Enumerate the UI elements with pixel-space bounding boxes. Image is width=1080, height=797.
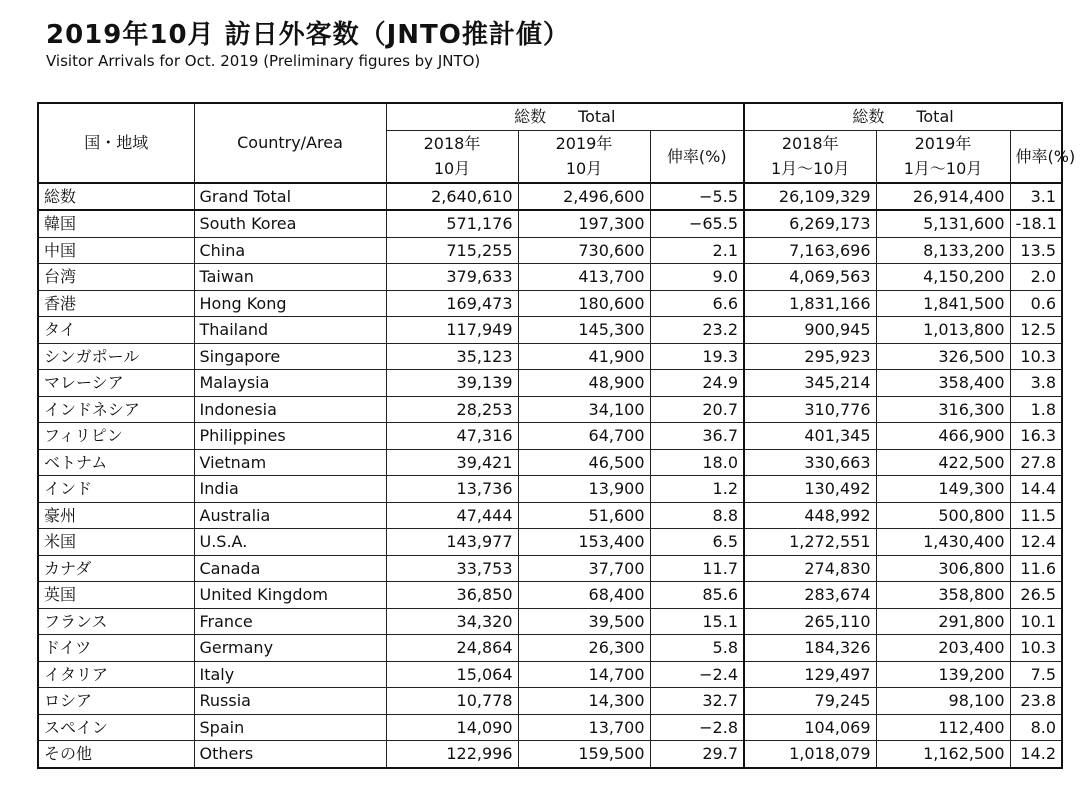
cell-ytd-2018: 283,674 [744,582,876,609]
cell-oct-growth-rate: −5.5 [650,183,744,211]
cell-oct-growth-rate: 8.8 [650,502,744,529]
cell-ytd-2019: 1,013,800 [876,317,1010,344]
cell-oct-2018: 36,850 [386,582,518,609]
cell-oct-growth-rate: 9.0 [650,264,744,291]
cell-ytd-growth-rate: 1.8 [1010,396,1062,423]
cell-ytd-growth-rate: 11.5 [1010,502,1062,529]
cell-oct-2018: 2,640,610 [386,183,518,211]
cell-ytd-growth-rate: 27.8 [1010,449,1062,476]
table-row [38,608,1062,635]
cell-ytd-growth-rate: 13.5 [1010,237,1062,264]
cell-oct-2018: 34,320 [386,608,518,635]
table-row [38,714,1062,741]
cell-oct-growth-rate: 20.7 [650,396,744,423]
cell-oct-growth-rate: 29.7 [650,741,744,768]
cell-region-jp: タイ [38,317,194,344]
cell-ytd-2018: 104,069 [744,714,876,741]
cell-ytd-2018: 184,326 [744,635,876,662]
cell-ytd-2019: 466,900 [876,423,1010,450]
cell-oct-2018: 13,736 [386,476,518,503]
cell-region-en: South Korea [194,210,386,237]
cell-ytd-2018: 6,269,173 [744,210,876,237]
cell-oct-2019: 145,300 [518,317,650,344]
header-m2018-year: 2018年 [386,130,518,156]
page-title: 2019年10月 訪日外客数（JNTO推計値） [46,20,570,50]
cell-oct-2018: 143,977 [386,529,518,556]
cell-oct-growth-rate: 24.9 [650,370,744,397]
cell-ytd-2018: 79,245 [744,688,876,715]
cell-ytd-2019: 98,100 [876,688,1010,715]
cell-oct-2019: 14,700 [518,661,650,688]
cell-oct-growth-rate: 23.2 [650,317,744,344]
cell-region-en: U.S.A. [194,529,386,556]
cell-region-jp: ロシア [38,688,194,715]
visitor-arrivals-table [37,102,1076,769]
cell-oct-2018: 122,996 [386,741,518,768]
cell-ytd-2018: 130,492 [744,476,876,503]
cell-oct-growth-rate: 32.7 [650,688,744,715]
cell-ytd-2019: 500,800 [876,502,1010,529]
cell-ytd-2018: 1,018,079 [744,741,876,768]
cell-oct-growth-rate: 18.0 [650,449,744,476]
cell-oct-2019: 51,600 [518,502,650,529]
cell-ytd-2018: 274,830 [744,555,876,582]
cell-oct-2018: 715,255 [386,237,518,264]
cell-ytd-2018: 26,109,329 [744,183,876,211]
table-row [38,396,1062,423]
cell-region-en: Indonesia [194,396,386,423]
cell-ytd-2019: 306,800 [876,555,1010,582]
header-group-ytd: 総数 Total [744,103,1062,130]
cell-region-jp: 韓国 [38,210,194,237]
cell-region-en: Canada [194,555,386,582]
cell-region-jp: マレーシア [38,370,194,397]
cell-ytd-growth-rate: 23.8 [1010,688,1062,715]
cell-oct-2019: 2,496,600 [518,183,650,211]
cell-region-en: Spain [194,714,386,741]
cell-region-en: Australia [194,502,386,529]
header-m2019-year: 2019年 [518,130,650,156]
header-y2018-month: 1月～10月 [744,156,876,183]
cell-ytd-growth-rate: 14.2 [1010,741,1062,768]
cell-oct-growth-rate: −65.5 [650,210,744,237]
cell-oct-2018: 47,444 [386,502,518,529]
cell-region-en: Italy [194,661,386,688]
cell-oct-growth-rate: 6.5 [650,529,744,556]
cell-oct-2019: 13,900 [518,476,650,503]
table-row [38,343,1062,370]
cell-oct-2018: 169,473 [386,290,518,317]
cell-oct-growth-rate: 2.1 [650,237,744,264]
cell-oct-growth-rate: 19.3 [650,343,744,370]
cell-ytd-2019: 26,914,400 [876,183,1010,211]
header-m2019-month: 10月 [518,156,650,183]
cell-oct-2018: 33,753 [386,555,518,582]
table-row [38,183,1062,211]
cell-region-en: Malaysia [194,370,386,397]
cell-oct-2018: 24,864 [386,635,518,662]
cell-oct-2019: 39,500 [518,608,650,635]
cell-oct-2018: 39,421 [386,449,518,476]
cell-region-en: Russia [194,688,386,715]
cell-ytd-2019: 1,162,500 [876,741,1010,768]
cell-oct-2018: 14,090 [386,714,518,741]
cell-region-en: Philippines [194,423,386,450]
cell-oct-2018: 35,123 [386,343,518,370]
cell-region-en: Thailand [194,317,386,344]
table-row [38,370,1062,397]
cell-region-en: Taiwan [194,264,386,291]
cell-region-en: China [194,237,386,264]
cell-region-en: Vietnam [194,449,386,476]
cell-ytd-2018: 1,272,551 [744,529,876,556]
cell-ytd-2019: 1,430,400 [876,529,1010,556]
cell-region-jp: シンガポール [38,343,194,370]
cell-oct-2019: 197,300 [518,210,650,237]
cell-oct-2018: 15,064 [386,661,518,688]
table-row [38,210,1062,237]
table-row [38,502,1062,529]
cell-oct-2019: 64,700 [518,423,650,450]
header-monthly-rate: 伸率(%) [650,130,744,183]
cell-oct-2018: 10,778 [386,688,518,715]
table-row [38,423,1062,450]
cell-ytd-growth-rate: 12.4 [1010,529,1062,556]
table-body [38,183,1062,768]
cell-oct-2019: 730,600 [518,237,650,264]
cell-ytd-2019: 112,400 [876,714,1010,741]
table-row [38,741,1062,768]
cell-oct-2019: 34,100 [518,396,650,423]
table-row [38,555,1062,582]
cell-ytd-growth-rate: -18.1 [1010,210,1062,237]
cell-ytd-2018: 310,776 [744,396,876,423]
cell-oct-growth-rate: −2.8 [650,714,744,741]
cell-ytd-2019: 291,800 [876,608,1010,635]
cell-region-jp: スペイン [38,714,194,741]
cell-ytd-2018: 129,497 [744,661,876,688]
page-subtitle: Visitor Arrivals for Oct. 2019 (Preliminary figures by JNTO) [46,52,481,70]
cell-ytd-growth-rate: 11.6 [1010,555,1062,582]
cell-ytd-2019: 1,841,500 [876,290,1010,317]
cell-region-jp: ドイツ [38,635,194,662]
cell-region-jp: フィリピン [38,423,194,450]
cell-ytd-growth-rate: 10.3 [1010,635,1062,662]
cell-region-jp: 豪州 [38,502,194,529]
table-row [38,529,1062,556]
cell-ytd-2018: 7,163,696 [744,237,876,264]
cell-oct-growth-rate: 11.7 [650,555,744,582]
cell-oct-2019: 159,500 [518,741,650,768]
cell-region-en: United Kingdom [194,582,386,609]
cell-region-jp: 英国 [38,582,194,609]
table-row [38,582,1062,609]
cell-oct-2019: 68,400 [518,582,650,609]
cell-region-jp: その他 [38,741,194,768]
cell-ytd-growth-rate: 16.3 [1010,423,1062,450]
cell-ytd-2018: 900,945 [744,317,876,344]
cell-ytd-2019: 8,133,200 [876,237,1010,264]
cell-oct-2019: 46,500 [518,449,650,476]
cell-region-en: Grand Total [194,183,386,211]
cell-oct-2019: 26,300 [518,635,650,662]
cell-oct-growth-rate: 6.6 [650,290,744,317]
cell-oct-2019: 413,700 [518,264,650,291]
cell-ytd-2019: 358,400 [876,370,1010,397]
cell-region-en: India [194,476,386,503]
cell-ytd-growth-rate: 7.5 [1010,661,1062,688]
header-m2018-month: 10月 [386,156,518,183]
cell-oct-2018: 28,253 [386,396,518,423]
cell-region-jp: 香港 [38,290,194,317]
cell-oct-growth-rate: 15.1 [650,608,744,635]
cell-region-en: France [194,608,386,635]
table-row [38,290,1062,317]
cell-ytd-growth-rate: 10.1 [1010,608,1062,635]
cell-ytd-growth-rate: 10.3 [1010,343,1062,370]
cell-ytd-2019: 5,131,600 [876,210,1010,237]
cell-region-jp: 台湾 [38,264,194,291]
cell-oct-2018: 47,316 [386,423,518,450]
header-ytd-rate: 伸率(%) [1010,130,1062,183]
cell-ytd-2019: 316,300 [876,396,1010,423]
cell-oct-2019: 13,700 [518,714,650,741]
cell-ytd-2019: 4,150,200 [876,264,1010,291]
cell-ytd-2018: 4,069,563 [744,264,876,291]
cell-oct-growth-rate: 1.2 [650,476,744,503]
cell-ytd-growth-rate: 0.6 [1010,290,1062,317]
cell-region-jp: カナダ [38,555,194,582]
cell-oct-2018: 571,176 [386,210,518,237]
cell-ytd-growth-rate: 26.5 [1010,582,1062,609]
table-row [38,688,1062,715]
header-group-monthly: 総数 Total [386,103,744,130]
cell-ytd-2018: 265,110 [744,608,876,635]
cell-ytd-2019: 422,500 [876,449,1010,476]
cell-oct-2019: 41,900 [518,343,650,370]
cell-region-jp: 中国 [38,237,194,264]
cell-ytd-2019: 149,300 [876,476,1010,503]
table-row [38,317,1062,344]
cell-region-en: Others [194,741,386,768]
cell-oct-2019: 180,600 [518,290,650,317]
cell-ytd-2018: 345,214 [744,370,876,397]
table-row [38,264,1062,291]
cell-oct-growth-rate: 5.8 [650,635,744,662]
cell-region-en: Singapore [194,343,386,370]
header-region-en: Country/Area [194,103,386,183]
cell-region-jp: ベトナム [38,449,194,476]
table-row [38,635,1062,662]
cell-region-jp: インドネシア [38,396,194,423]
cell-region-en: Germany [194,635,386,662]
header-y2019-year: 2019年 [876,130,1010,156]
table-row [38,661,1062,688]
cell-ytd-2018: 448,992 [744,502,876,529]
cell-oct-2019: 37,700 [518,555,650,582]
cell-oct-growth-rate: −2.4 [650,661,744,688]
cell-ytd-growth-rate: 3.1 [1010,183,1062,211]
cell-ytd-2018: 330,663 [744,449,876,476]
cell-oct-2019: 153,400 [518,529,650,556]
cell-region-jp: インド [38,476,194,503]
cell-ytd-growth-rate: 14.4 [1010,476,1062,503]
cell-oct-2018: 39,139 [386,370,518,397]
cell-region-jp: イタリア [38,661,194,688]
cell-ytd-growth-rate: 2.0 [1010,264,1062,291]
cell-oct-2019: 48,900 [518,370,650,397]
cell-ytd-2019: 358,800 [876,582,1010,609]
header-region-jp: 国・地域 [38,103,194,183]
cell-oct-growth-rate: 36.7 [650,423,744,450]
cell-ytd-growth-rate: 3.8 [1010,370,1062,397]
cell-region-jp: フランス [38,608,194,635]
table-row [38,449,1062,476]
cell-oct-2018: 379,633 [386,264,518,291]
cell-region-en: Hong Kong [194,290,386,317]
table-row [38,476,1062,503]
cell-ytd-growth-rate: 8.0 [1010,714,1062,741]
cell-region-jp: 米国 [38,529,194,556]
cell-oct-2018: 117,949 [386,317,518,344]
cell-ytd-2018: 295,923 [744,343,876,370]
cell-region-jp: 総数 [38,183,194,211]
cell-ytd-2019: 326,500 [876,343,1010,370]
cell-oct-growth-rate: 85.6 [650,582,744,609]
table-row [38,237,1062,264]
cell-ytd-2019: 139,200 [876,661,1010,688]
cell-ytd-2018: 401,345 [744,423,876,450]
header-y2018-year: 2018年 [744,130,876,156]
header-y2019-month: 1月～10月 [876,156,1010,183]
cell-ytd-2019: 203,400 [876,635,1010,662]
cell-ytd-2018: 1,831,166 [744,290,876,317]
cell-ytd-growth-rate: 12.5 [1010,317,1062,344]
cell-oct-2019: 14,300 [518,688,650,715]
